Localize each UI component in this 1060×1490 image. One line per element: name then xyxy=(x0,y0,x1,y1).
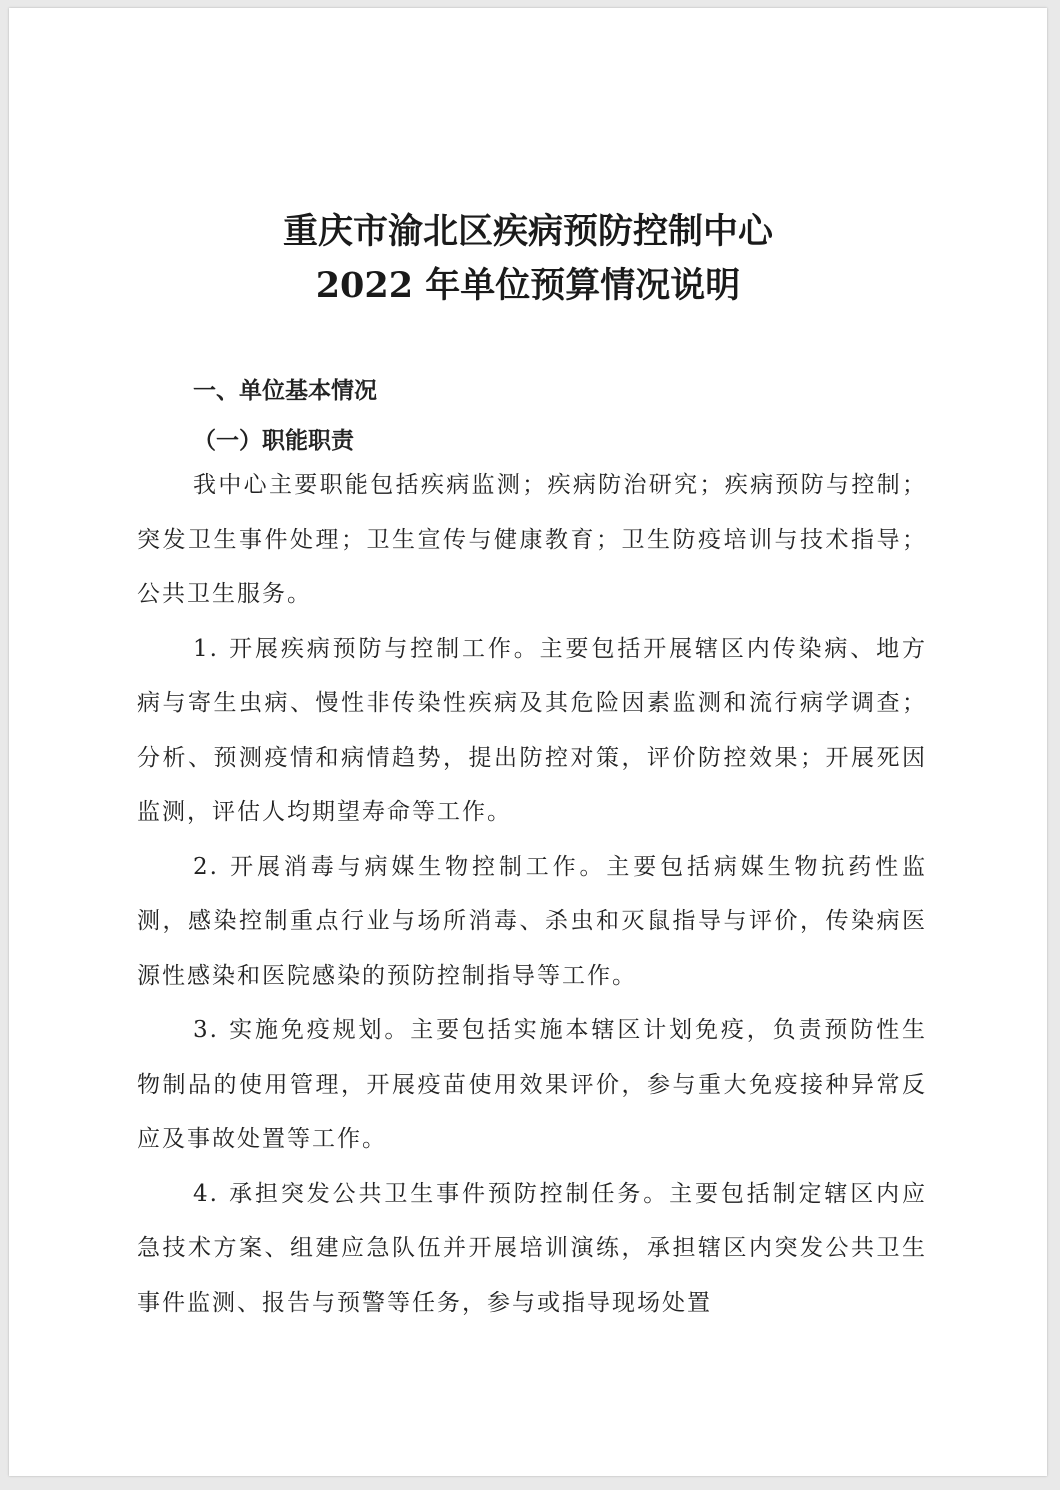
document-title-line-1: 重庆市渝北区疾病预防控制中心 xyxy=(282,211,773,252)
paragraph-item-2: 2. 开展消毒与病媒生物控制工作。主要包括病媒生物抗药性监测，感染控制重点行业与场所消毒、杀虫和灭鼠指导与评价，传染病医源性感染和医院感染的预防控制指导等工作。 xyxy=(137,853,927,989)
paragraph-functions-overview: 我中心主要职能包括疾病监测；疾病防治研究；疾病预防与控制；突发卫生事件处理；卫生宣传与健康教育；卫生防疫培训与技术指导；公共卫生服务。 xyxy=(137,472,927,607)
paragraph-item-4: 4. 承担突发公共卫生事件预防控制任务。主要包括制定辖区内应急技术方案、组建应急队伍并开展培训演练，承担辖区内突发公共卫生事件监测、报告与预警等任务，参与或指导现场处置 xyxy=(137,1180,927,1316)
paragraph-item-3: 3. 实施免疫规划。主要包括实施本辖区计划免疫，负责预防性生物制品的使用管理，开展疫苗使用效果评价，参与重大免疫接种异常反应及事故处置等工作。 xyxy=(137,1017,927,1152)
paragraph-item-1: 1. 开展疾病预防与控制工作。主要包括开展辖区内传染病、地方病与寄生虫病、慢性非传染性疾病及其危险因素监测和流行病学调查；分析、预测疫情和病情趋势，提出防控对策，评价防控效果；开展死因监测，评估人均期望寿命等工作。 xyxy=(137,635,927,825)
document-title-line-2: 2022 年单位预算情况说明 xyxy=(315,265,741,306)
subsection-heading: （一）职能职责 xyxy=(193,427,354,454)
body-text xyxy=(137,458,927,1330)
section-heading: 一、单位基本情况 xyxy=(193,378,377,404)
document-page xyxy=(9,8,1047,1476)
